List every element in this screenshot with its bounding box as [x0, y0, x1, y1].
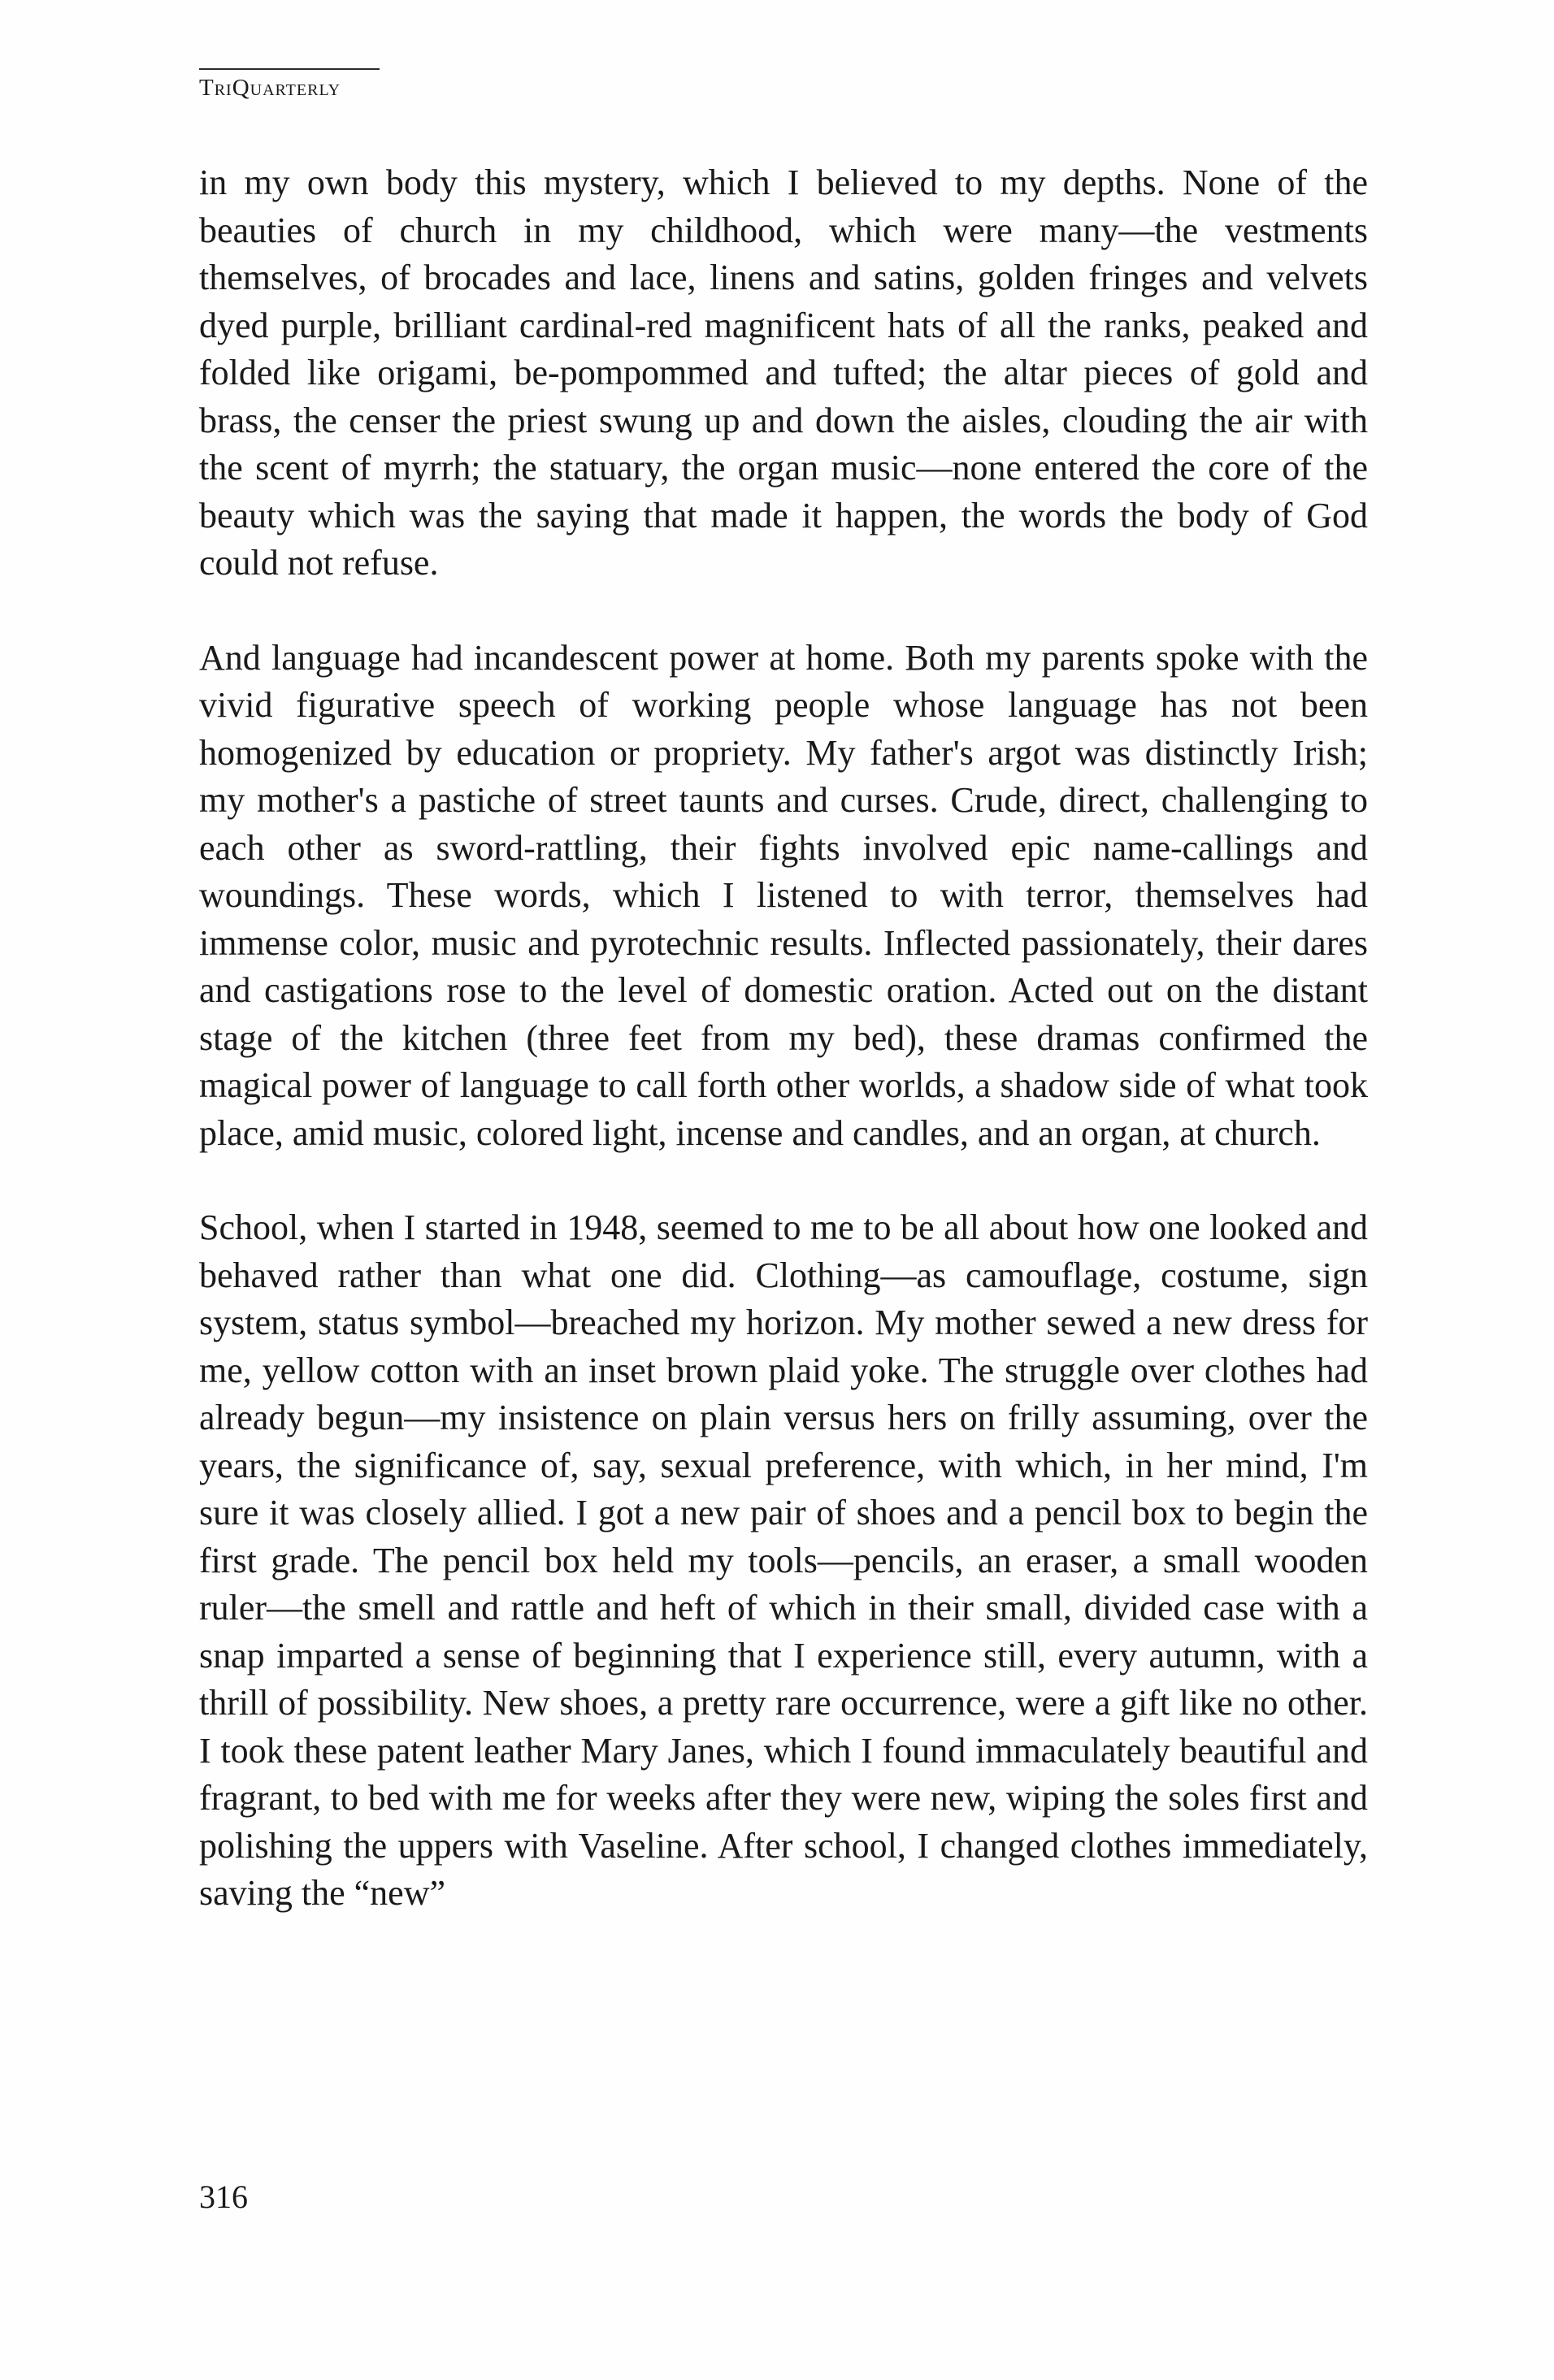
page-number: 316 [199, 2178, 248, 2215]
running-header: TriQuarterly [199, 75, 341, 101]
body-text [199, 159, 1368, 1918]
paragraph-church: in my own body this mystery, which I believed to my depths. None of the beauties of church in my childhood, which were many—the vestments themselves, of brocades and lace, linens and satins, golden fringes and velvets dyed purple, brilliant cardinal-red magnificent hats of all the ranks, peaked and folded like origami, be-pompommed and tufted; the altar pieces of gold and brass, the censer the priest swung up and down the aisles, clouding the air with the scent of myrrh; the statuary, the organ music—none entered the core of the beauty which was the saying that made it happen, the words the body of God could not refuse. [199, 163, 1368, 583]
header-rule [199, 68, 380, 70]
paragraph-language-at-home: And language had incandescent power at home. Both my parents spoke with the vivid figurative speech of working people whose language has not been homogenized by education or propriety. My father's argot was distinctly Irish; my mother's a pastiche of street taunts and curses. Crude, direct, challenging to each other as sword-rattling, their fights involved epic name-callings and woundings. These words, which I listened to with terror, themselves had immense color, music and pyrotechnic results. Inflected passionately, their dares and castigations rose to the level of domestic oration. Acted out on the distant stage of the kitchen (three feet from my bed), these dramas confirmed the magical power of language to call forth other worlds, a shadow side of what took place, amid music, colored light, incense and candles, and an organ, at church. [199, 637, 1368, 1153]
paragraph-school: School, when I started in 1948, seemed to me to be all about how one looked and behaved rather than what one did. Clothing—as camouflage, costume, sign system, status symbol—breached my horizon. My mother sewed a new dress for me, yellow cotton with an inset brown plaid yoke. The struggle over clothes had already begun—my insistence on plain versus hers on frilly assuming, over the years, the significance of, say, sexual preference, with which, in her mind, I'm sure it was closely allied. I got a new pair of shoes and a pencil box to begin the first grade. The pencil box held my tools—pencils, an eraser, a small wooden ruler—the smell and rattle and heft of which in their small, divided case with a snap imparted a sense of beginning that I experience still, every autumn, with a thrill of possibility. New shoes, a pretty rare occurrence, were a gift like no other. I took these patent leather Mary Janes, which I found immaculately beautiful and fragrant, to bed with me for weeks after they were new, wiping the soles first and polishing the uppers with Vaseline. After school, I changed clothes immediately, saving the “new” [199, 1207, 1368, 1913]
